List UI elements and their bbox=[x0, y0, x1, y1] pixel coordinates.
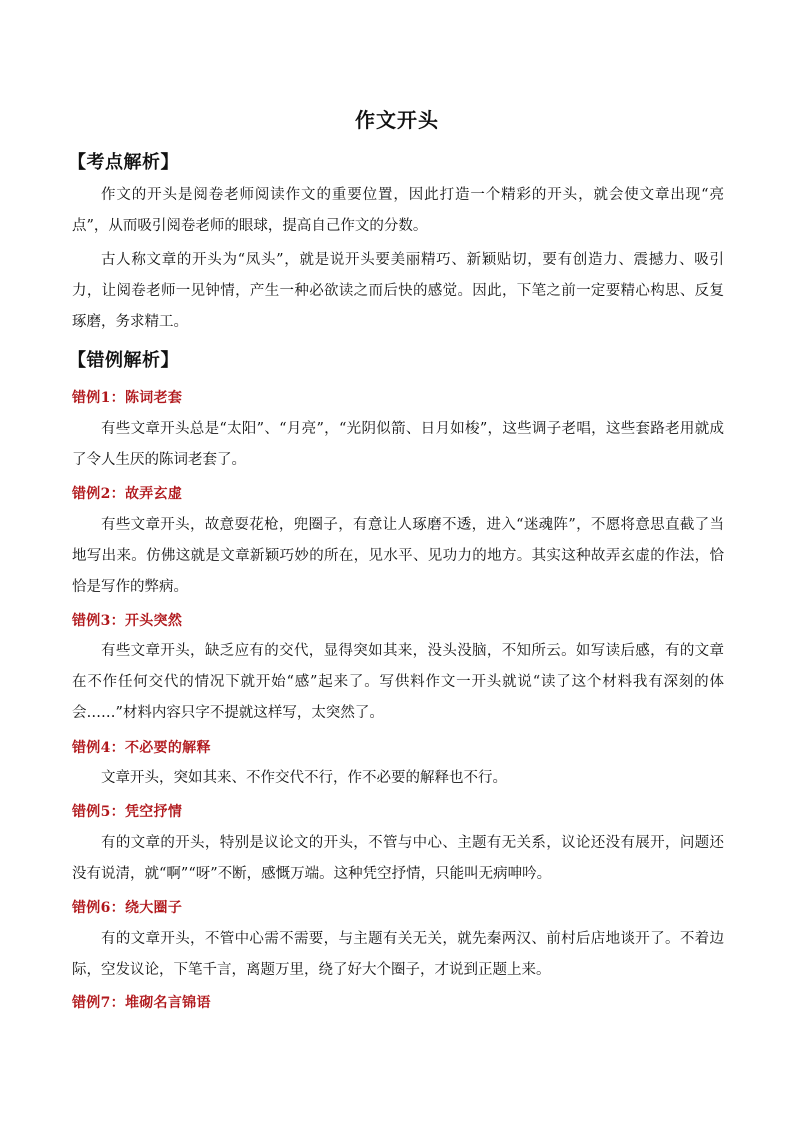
case-text: 有些文章开头总是“太阳”、“月亮”，“光阴似箭、日月如梭”，这些调子老唱，这些套路老用就成了令人生厌的陈词老套了。 bbox=[72, 421, 724, 468]
case-text: 有些文章开头，缺乏应有的交代，显得突如其来，没头没脑，不知所云。如写读后感，有的文章在不作任何交代的情况下就开始“感”起来了。写供料作文一开头就说“读了这个材料我有深刻的体会……”材料内容只字不提就这样写，太突然了。 bbox=[72, 643, 724, 721]
paragraph: 古人称文章的开头为“凤头”，就是说开头要美丽精巧、新颖贴切，要有创造力、震撼力、吸引力，让阅卷老师一见钟情，产生一种必欲读之而后快的感觉。因此，下笔之前一定要精心构思、反复琢磨，务求精工。 bbox=[72, 252, 724, 330]
case-title: 错例5：凭空抒情 bbox=[72, 804, 183, 820]
case-text: 文章开头，突如其来、不作交代不行，作不必要的解释也不行。 bbox=[101, 770, 507, 786]
case-title: 错例3：开头突然 bbox=[72, 613, 183, 629]
paragraph: 作文的开头是阅卷老师阅读作文的重要位置，因此打造一个精彩的开头，就会使文章出现“亮点”，从而吸引阅卷老师的眼球，提高自己作文的分数。 bbox=[72, 187, 724, 234]
case-title: 错例6：绕大圈子 bbox=[72, 900, 183, 916]
case-text: 有的文章开头，不管中心需不需要，与主题有关无关，就先秦两汉、前村后店地谈开了。不着边际，空发议论，下笔千言，离题万里，绕了好大个圈子，才说到正题上来。 bbox=[72, 931, 724, 978]
case-title: 错例7：堆砌名言锦语 bbox=[72, 995, 211, 1011]
case-title: 错例2：故弄玄虚 bbox=[72, 486, 183, 502]
page-title: 作文开头 bbox=[355, 108, 439, 132]
case-title: 错例1：陈词老套 bbox=[72, 390, 183, 406]
case-text: 有的文章的开头，特别是议论文的开头，不管与中心、主题有无关系，议论还没有展开，问题还没有说清，就“啊”“呀”不断，感慨万端。这种凭空抒情，只能叫无病呻吟。 bbox=[72, 835, 724, 882]
case-title: 错例4：不必要的解释 bbox=[72, 740, 211, 756]
case-text: 有些文章开头，故意耍花枪，兜圈子，有意让人琢磨不透，进入“迷魂阵”，不愿将意思直截了当地写出来。仿佛这就是文章新颖巧妙的所在，见水平、见功力的地方。其实这种故弄玄虚的作法，恰恰是写作的弊病。 bbox=[72, 517, 724, 595]
section-heading-error-cases: 【错例解析】 bbox=[68, 350, 179, 371]
section-heading-analysis: 【考点解析】 bbox=[68, 152, 179, 173]
